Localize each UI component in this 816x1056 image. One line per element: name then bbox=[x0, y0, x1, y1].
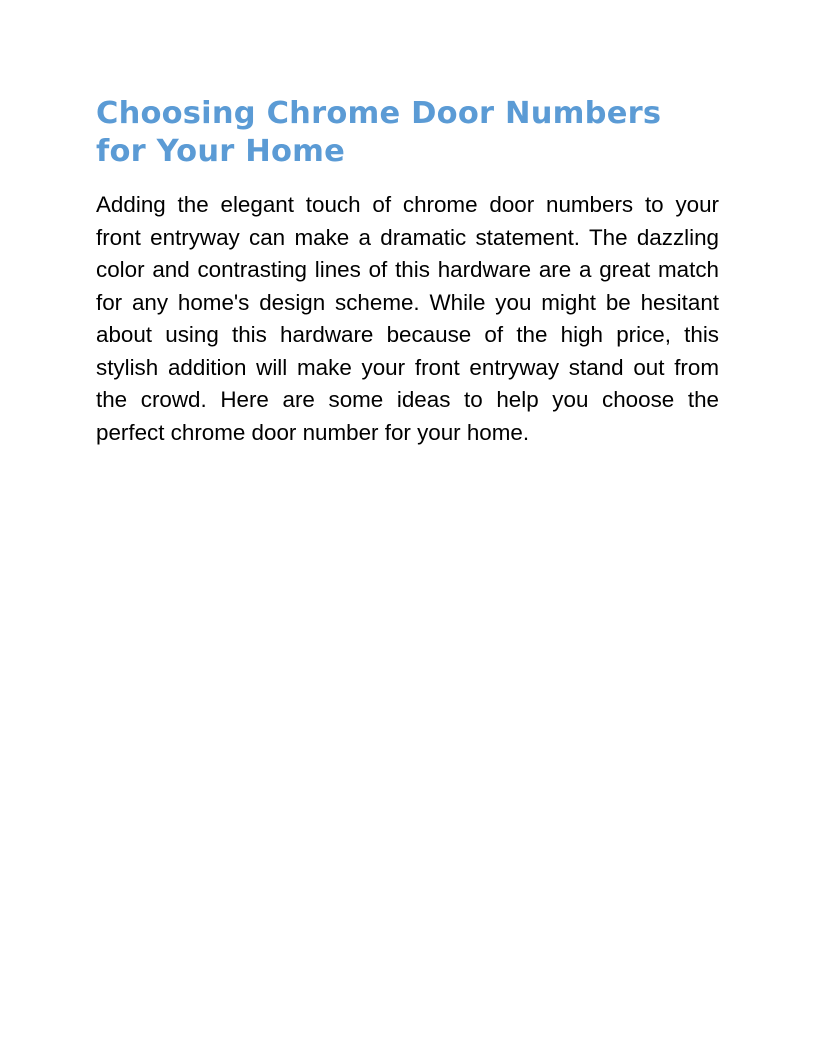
document-title: Choosing Chrome Door Numbers for Your Home bbox=[96, 96, 662, 169]
document-content bbox=[96, 95, 719, 449]
body-paragraph: Adding the elegant touch of chrome door numbers to your front entryway can make a dramatic statement. The dazzling color and contrasting lines of this hardware are a great match for any home's design scheme. While you might be hesitant about using this hardware because of the high price, this stylish addition will make your front entryway stand out from the crowd. Here are some ideas to help you choose the perfect chrome door number for your home. bbox=[96, 192, 719, 445]
